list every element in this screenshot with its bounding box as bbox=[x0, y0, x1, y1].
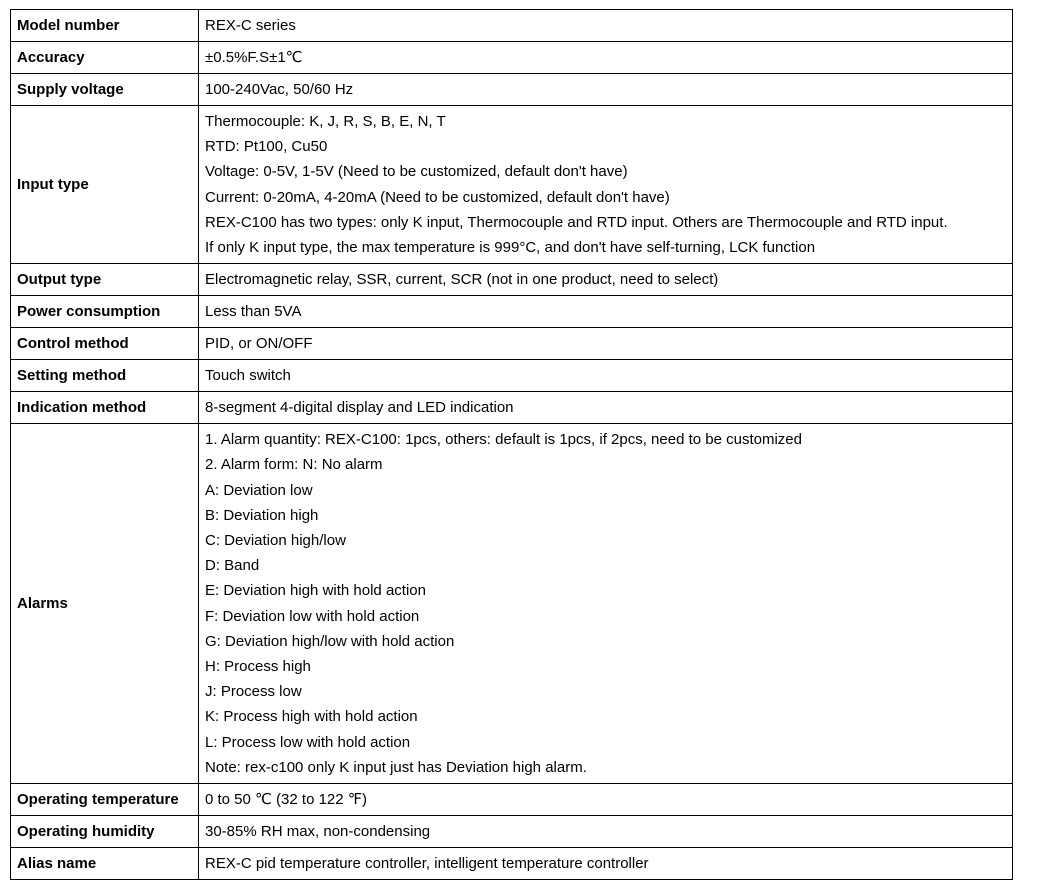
row-label: Operating temperature bbox=[11, 784, 199, 816]
row-value: ±0.5%F.S±1℃ bbox=[199, 42, 1013, 74]
value-line: E: Deviation high with hold action bbox=[205, 582, 426, 600]
row-value: Electromagnetic relay, SSR, current, SCR (not in one product, need to select) bbox=[199, 264, 1013, 296]
row-label: Model number bbox=[11, 10, 199, 42]
table-row bbox=[11, 264, 1013, 296]
row-value: PID, or ON/OFF bbox=[199, 328, 1013, 360]
table-row bbox=[11, 848, 1013, 880]
row-label: Output type bbox=[11, 264, 199, 296]
value-line: B: Deviation high bbox=[205, 506, 319, 524]
value-line: F: Deviation low with hold action bbox=[205, 607, 420, 625]
value-line: Note: rex-c100 only K input just has Deviation high alarm. bbox=[205, 758, 587, 776]
value-line: K: Process high with hold action bbox=[205, 708, 418, 726]
row-value: 8-segment 4-digital display and LED indication bbox=[199, 392, 1013, 424]
table-row bbox=[11, 42, 1013, 74]
row-value: Touch switch bbox=[199, 360, 1013, 392]
table-row bbox=[11, 784, 1013, 816]
row-label: Operating humidity bbox=[11, 816, 199, 848]
row-label: Setting method bbox=[11, 360, 199, 392]
row-label: Control method bbox=[11, 328, 199, 360]
row-label: Supply voltage bbox=[11, 74, 199, 106]
table-row bbox=[11, 74, 1013, 106]
value-line: G: Deviation high/low with hold action bbox=[205, 632, 455, 650]
row-label: Input type bbox=[11, 106, 199, 264]
row-label: Alias name bbox=[11, 848, 199, 880]
specification-table bbox=[10, 9, 1013, 880]
value-line: 2. Alarm form: N: No alarm bbox=[205, 456, 383, 474]
value-line: A: Deviation low bbox=[205, 481, 313, 499]
row-value: REX-C series bbox=[199, 10, 1013, 42]
table-row bbox=[11, 424, 1013, 784]
value-line: Current: 0-20mA, 4-20mA (Need to be customized, default don't have) bbox=[205, 188, 670, 206]
value-line: RTD: Pt100, Cu50 bbox=[205, 138, 328, 156]
table-row bbox=[11, 360, 1013, 392]
value-line: J: Process low bbox=[205, 683, 302, 701]
value-line: L: Process low with hold action bbox=[205, 733, 411, 751]
value-line: Voltage: 0-5V, 1-5V (Need to be customized, default don't have) bbox=[205, 163, 628, 181]
row-label: Accuracy bbox=[11, 42, 199, 74]
value-line: C: Deviation high/low bbox=[205, 532, 346, 550]
table-row bbox=[11, 328, 1013, 360]
value-line: REX-C100 has two types: only K input, Thermocouple and RTD input. Others are Thermocouple and RTD input. bbox=[205, 213, 948, 231]
table-row bbox=[11, 106, 1013, 264]
row-label: Indication method bbox=[11, 392, 199, 424]
table-row bbox=[11, 392, 1013, 424]
row-label: Alarms bbox=[11, 424, 199, 784]
row-value bbox=[199, 424, 1013, 784]
table-row bbox=[11, 296, 1013, 328]
table-row bbox=[11, 816, 1013, 848]
value-line: Thermocouple: K, J, R, S, B, E, N, T bbox=[205, 113, 446, 130]
value-line: H: Process high bbox=[205, 658, 311, 676]
row-value bbox=[199, 106, 1013, 264]
value-line: If only K input type, the max temperature is 999°C, and don't have self-turning, LCK function bbox=[205, 239, 816, 257]
value-line: 1. Alarm quantity: REX-C100: 1pcs, others: default is 1pcs, if 2pcs, need to be customized bbox=[205, 431, 802, 449]
row-value: REX-C pid temperature controller, intelligent temperature controller bbox=[199, 848, 1013, 880]
value-line: D: Band bbox=[205, 557, 260, 575]
row-label: Power consumption bbox=[11, 296, 199, 328]
row-value: 30-85% RH max, non-condensing bbox=[199, 816, 1013, 848]
row-value: Less than 5VA bbox=[199, 296, 1013, 328]
table-row bbox=[11, 10, 1013, 42]
row-value: 100-240Vac, 50/60 Hz bbox=[199, 74, 1013, 106]
row-value: 0 to 50 ℃ (32 to 122 ℉) bbox=[199, 784, 1013, 816]
